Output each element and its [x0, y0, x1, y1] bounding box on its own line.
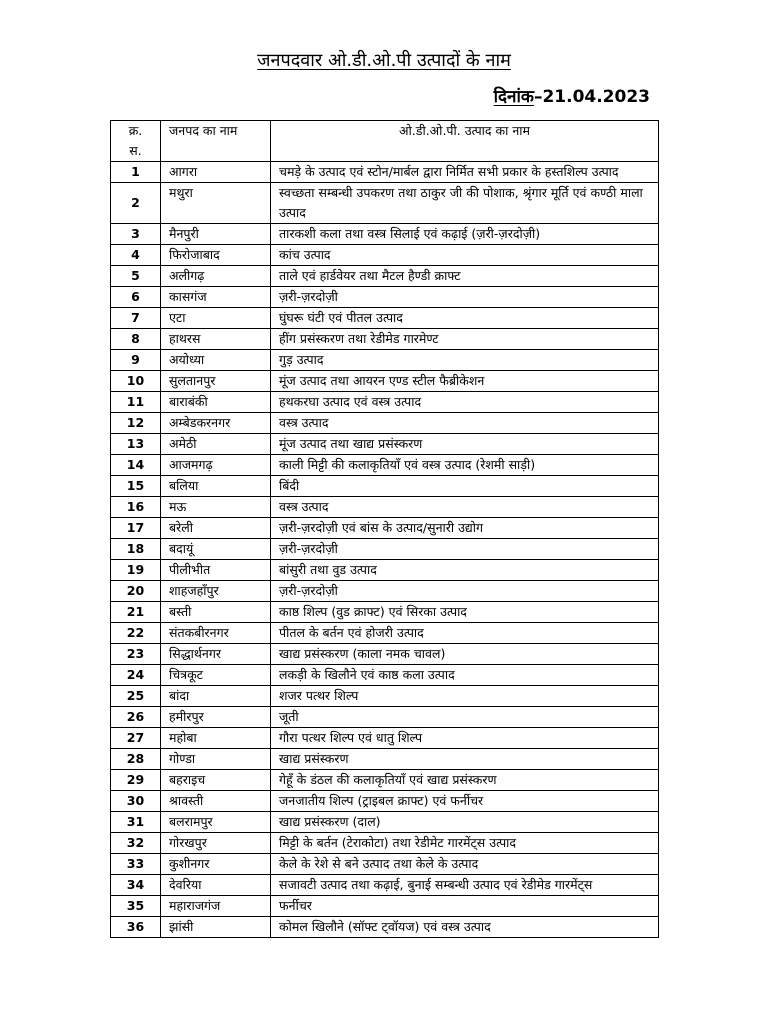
table-row — [111, 413, 659, 434]
row-product: कांच उत्पाद — [271, 245, 659, 266]
table-row — [111, 644, 659, 665]
row-product: काली मिट्टी की कलाकृतियाँ एवं वस्त्र उत्पाद (रेशमी साड़ी) — [271, 455, 659, 476]
date-value: 21.04.2023 — [542, 87, 650, 107]
row-product: ज़री-ज़रदोज़ी — [271, 581, 659, 602]
row-product: पीतल के बर्तन एवं होजरी उत्पाद — [271, 623, 659, 644]
row-district: मऊ — [161, 497, 271, 518]
row-serial: 4 — [111, 245, 161, 266]
row-product: मिट्टी के बर्तन (टेराकोटा) तथा रेडीमेट गारमेंट्स उत्पाद — [271, 833, 659, 854]
row-district: सुलतानपुर — [161, 371, 271, 392]
row-district: आगरा — [161, 162, 271, 183]
row-district: बदायूं — [161, 539, 271, 560]
row-product: मूंज उत्पाद तथा खाद्य प्रसंस्करण — [271, 434, 659, 455]
row-serial: 28 — [111, 749, 161, 770]
table-row — [111, 791, 659, 812]
row-serial: 18 — [111, 539, 161, 560]
row-district: हमीरपुर — [161, 707, 271, 728]
date-label: दिनांक — [493, 87, 534, 107]
row-serial: 8 — [111, 329, 161, 350]
table-row — [111, 896, 659, 917]
row-serial: 31 — [111, 812, 161, 833]
page-title-text: जनपदवार ओ.डी.ओ.पी उत्पादों के नाम — [257, 50, 511, 71]
row-product: वस्त्र उत्पाद — [271, 413, 659, 434]
row-serial: 2 — [111, 183, 161, 224]
row-serial: 34 — [111, 875, 161, 896]
row-serial: 29 — [111, 770, 161, 791]
header-serial: क्र. स. — [111, 121, 161, 162]
row-product: बांसुरी तथा वुड उत्पाद — [271, 560, 659, 581]
row-serial: 23 — [111, 644, 161, 665]
table-row — [111, 455, 659, 476]
row-serial: 24 — [111, 665, 161, 686]
row-product: स्वच्छता सम्बन्धी उपकरण तथा ठाकुर जी की पोशाक, श्रृंगार मूर्ति एवं कण्ठी माला उत्पाद — [271, 183, 659, 224]
table-row — [111, 728, 659, 749]
row-district: चित्रकूट — [161, 665, 271, 686]
row-product: ताले एवं हार्डवेयर तथा मैटल हैण्डी क्राफ्ट — [271, 266, 659, 287]
row-product: बिंदी — [271, 476, 659, 497]
row-district: झांसी — [161, 917, 271, 938]
row-district: बहराइच — [161, 770, 271, 791]
row-district: बरेली — [161, 518, 271, 539]
table-row — [111, 665, 659, 686]
row-serial: 20 — [111, 581, 161, 602]
row-serial: 7 — [111, 308, 161, 329]
row-product: चमड़े के उत्पाद एवं स्टोन/मार्बल द्वारा निर्मित सभी प्रकार के हस्तशिल्प उत्पाद — [271, 162, 659, 183]
row-product: ज़री-ज़रदोज़ी — [271, 287, 659, 308]
table-body — [111, 162, 659, 938]
table-row — [111, 875, 659, 896]
table-row — [111, 308, 659, 329]
table-row — [111, 350, 659, 371]
row-serial: 15 — [111, 476, 161, 497]
document-date — [494, 86, 650, 108]
page-title — [0, 50, 768, 72]
row-district: बाराबंकी — [161, 392, 271, 413]
row-district: गोण्डा — [161, 749, 271, 770]
table-row — [111, 497, 659, 518]
row-serial: 3 — [111, 224, 161, 245]
row-product: खाद्य प्रसंस्करण (दाल) — [271, 812, 659, 833]
row-product: केले के रेशे से बने उत्पाद तथा केले के उत्पाद — [271, 854, 659, 875]
row-serial: 36 — [111, 917, 161, 938]
row-serial: 22 — [111, 623, 161, 644]
row-serial: 16 — [111, 497, 161, 518]
row-product: शजर पत्थर शिल्प — [271, 686, 659, 707]
table-row — [111, 539, 659, 560]
row-serial: 13 — [111, 434, 161, 455]
row-product: तारकशी कला तथा वस्त्र सिलाई एवं कढ़ाई (ज़री-ज़रदोज़ी) — [271, 224, 659, 245]
row-serial: 33 — [111, 854, 161, 875]
table-row — [111, 917, 659, 938]
table-header-row — [111, 121, 659, 162]
row-serial: 14 — [111, 455, 161, 476]
row-product: ज़री-ज़रदोज़ी — [271, 539, 659, 560]
row-product: जनजातीय शिल्प (ट्राइबल क्राफ्ट) एवं फर्नीचर — [271, 791, 659, 812]
row-serial: 21 — [111, 602, 161, 623]
row-district: कासगंज — [161, 287, 271, 308]
row-serial: 30 — [111, 791, 161, 812]
row-district: मथुरा — [161, 183, 271, 224]
row-district: अयोध्या — [161, 350, 271, 371]
table-row — [111, 707, 659, 728]
row-district: अम्बेडकरनगर — [161, 413, 271, 434]
table-row — [111, 518, 659, 539]
row-serial: 11 — [111, 392, 161, 413]
row-district: शाहजहाँपुर — [161, 581, 271, 602]
row-district: कुशीनगर — [161, 854, 271, 875]
row-district: बलिया — [161, 476, 271, 497]
row-product: वस्त्र उत्पाद — [271, 497, 659, 518]
row-serial: 12 — [111, 413, 161, 434]
table-row — [111, 560, 659, 581]
row-serial: 32 — [111, 833, 161, 854]
table-row — [111, 245, 659, 266]
table-row — [111, 162, 659, 183]
row-district: श्रावस्ती — [161, 791, 271, 812]
table-row — [111, 602, 659, 623]
row-product: कोमल खिलौने (सॉफ्ट ट्वॉयज) एवं वस्त्र उत्पाद — [271, 917, 659, 938]
row-district: सिद्धार्थनगर — [161, 644, 271, 665]
table-row — [111, 854, 659, 875]
row-district: अलीगढ़ — [161, 266, 271, 287]
row-serial: 1 — [111, 162, 161, 183]
row-product: गुड़ उत्पाद — [271, 350, 659, 371]
header-product: ओ.डी.ओ.पी. उत्पाद का नाम — [271, 121, 659, 162]
table-row — [111, 476, 659, 497]
table-row — [111, 287, 659, 308]
row-district: महाराजगंज — [161, 896, 271, 917]
table-row — [111, 749, 659, 770]
table-row — [111, 266, 659, 287]
row-serial: 10 — [111, 371, 161, 392]
row-product: काष्ठ शिल्प (वुड क्राफ्ट) एवं सिरका उत्पाद — [271, 602, 659, 623]
table-row — [111, 833, 659, 854]
row-district: मैनपुरी — [161, 224, 271, 245]
table-row — [111, 434, 659, 455]
row-district: फिरोजाबाद — [161, 245, 271, 266]
row-serial: 27 — [111, 728, 161, 749]
row-district: बलरामपुर — [161, 812, 271, 833]
table-row — [111, 623, 659, 644]
row-product: घुंघरू घंटी एवं पीतल उत्पाद — [271, 308, 659, 329]
row-product: सजावटी उत्पाद तथा कढ़ाई, बुनाई सम्बन्धी उत्पाद एवं रेडीमेड गारमेंट्स — [271, 875, 659, 896]
row-product: हथकरघा उत्पाद एवं वस्त्र उत्पाद — [271, 392, 659, 413]
row-product: जूती — [271, 707, 659, 728]
row-product: ज़री-ज़रदोज़ी एवं बांस के उत्पाद/सुनारी उद्योग — [271, 518, 659, 539]
table-row — [111, 329, 659, 350]
table-row — [111, 812, 659, 833]
row-product: फर्नीचर — [271, 896, 659, 917]
table-row — [111, 581, 659, 602]
row-district: संतकबीरनगर — [161, 623, 271, 644]
date-separator: – — [533, 87, 543, 107]
row-district: आजमगढ़ — [161, 455, 271, 476]
row-product: खाद्य प्रसंस्करण (काला नमक चावल) — [271, 644, 659, 665]
header-district: जनपद का नाम — [161, 121, 271, 162]
row-serial: 19 — [111, 560, 161, 581]
row-serial: 26 — [111, 707, 161, 728]
table-row — [111, 183, 659, 224]
row-serial: 35 — [111, 896, 161, 917]
table-row — [111, 371, 659, 392]
row-product: हींग प्रसंस्करण तथा रेडीमेड गारमेण्ट — [271, 329, 659, 350]
row-serial: 25 — [111, 686, 161, 707]
row-district: बांदा — [161, 686, 271, 707]
row-district: देवरिया — [161, 875, 271, 896]
row-district: महोबा — [161, 728, 271, 749]
row-serial: 5 — [111, 266, 161, 287]
row-district: एटा — [161, 308, 271, 329]
row-product: मूंज उत्पाद तथा आयरन एण्ड स्टील फैब्रीकेशन — [271, 371, 659, 392]
row-product: लकड़ी के खिलौने एवं काष्ठ कला उत्पाद — [271, 665, 659, 686]
row-serial: 9 — [111, 350, 161, 371]
table-row — [111, 686, 659, 707]
row-product: गौरा पत्थर शिल्प एवं धातु शिल्प — [271, 728, 659, 749]
row-serial: 6 — [111, 287, 161, 308]
row-product: गेहूँ के डंठल की कलाकृतियाँ एवं खाद्य प्रसंस्करण — [271, 770, 659, 791]
row-district: बस्ती — [161, 602, 271, 623]
odop-table — [110, 120, 659, 938]
row-product: खाद्य प्रसंस्करण — [271, 749, 659, 770]
row-district: पीलीभीत — [161, 560, 271, 581]
row-district: अमेठी — [161, 434, 271, 455]
row-serial: 17 — [111, 518, 161, 539]
table-row — [111, 770, 659, 791]
table-row — [111, 224, 659, 245]
table-row — [111, 392, 659, 413]
row-district: गोरखपुर — [161, 833, 271, 854]
row-district: हाथरस — [161, 329, 271, 350]
